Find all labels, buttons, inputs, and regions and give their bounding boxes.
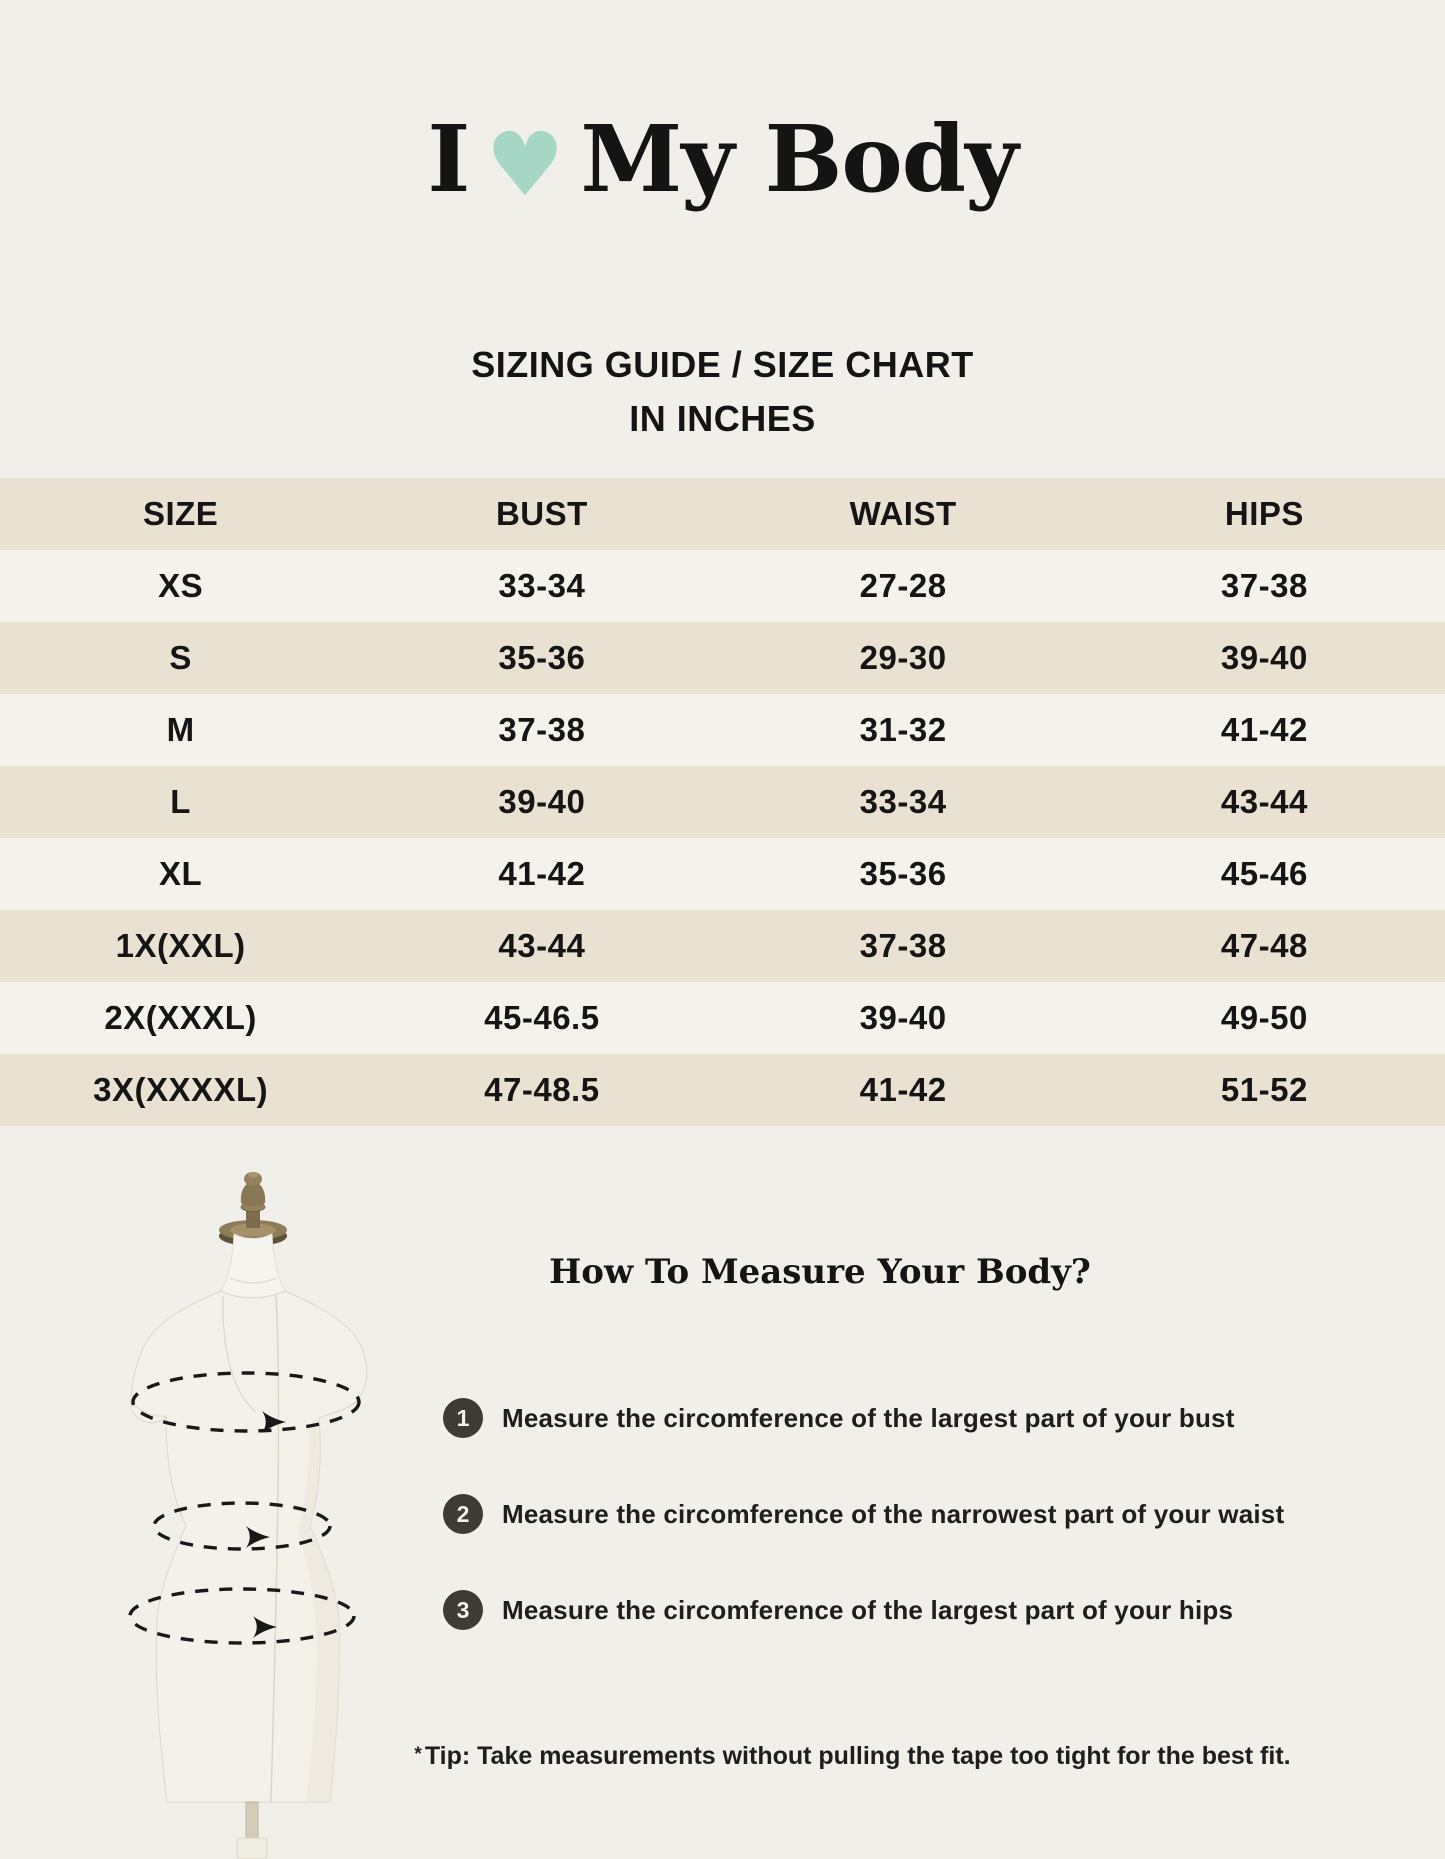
tip-text: Tip: Take measurements without pulling the tape too tight for the best fit. [424, 1742, 1291, 1770]
column-header-hips: HIPS [1224, 495, 1304, 532]
mannequin-stand [237, 1802, 267, 1859]
size-chart-table [0, 478, 1445, 1126]
table-row [0, 622, 1445, 694]
table-row [0, 838, 1445, 910]
table-row [0, 694, 1445, 766]
step-text: Measure the circomference of the largest part of your bust [502, 1402, 1235, 1433]
cell-size: M [166, 711, 195, 748]
cell-hips: 45-46 [1220, 855, 1308, 892]
cell-bust: 39-40 [498, 783, 586, 820]
table-row [0, 1054, 1445, 1126]
table-header-row [0, 478, 1445, 550]
table-row [0, 982, 1445, 1054]
step-number-badge: 3 [443, 1590, 483, 1630]
cell-size: 1X(XXL) [115, 927, 246, 964]
cell-hips: 41-42 [1220, 711, 1308, 748]
cell-size: L [170, 783, 191, 820]
table-row [0, 766, 1445, 838]
cell-waist: 37-38 [859, 927, 947, 964]
cell-waist: 27-28 [859, 567, 947, 604]
cell-hips: 37-38 [1220, 567, 1308, 604]
asterisk-icon: * [414, 1744, 422, 1765]
cell-bust: 33-34 [498, 567, 586, 604]
step-number-badge: 1 [443, 1398, 483, 1438]
column-header-bust: BUST [495, 495, 588, 532]
step-text: Measure the circomference of the narrowest part of your waist [502, 1498, 1285, 1529]
cell-waist: 33-34 [859, 783, 947, 820]
chart-subtitle [0, 338, 1445, 446]
cell-waist: 41-42 [859, 1071, 947, 1108]
cell-waist: 39-40 [859, 999, 947, 1036]
subtitle-line-1: SIZING GUIDE / SIZE CHART [471, 344, 974, 385]
title-text-post: My Body [580, 105, 1018, 213]
measure-step-2 [443, 1494, 1284, 1534]
cell-waist: 29-30 [859, 639, 947, 676]
title-text-pre: I [427, 105, 470, 213]
column-header-size: SIZE [142, 495, 219, 532]
table-row [0, 550, 1445, 622]
cell-size: 3X(XXXXL) [93, 1071, 269, 1108]
mannequin-finial [219, 1172, 287, 1246]
cell-bust: 37-38 [498, 711, 586, 748]
page-title [0, 84, 1445, 240]
cell-bust: 41-42 [498, 855, 586, 892]
measure-step-3 [443, 1590, 1233, 1630]
step-text: Measure the circomference of the largest part of your hips [502, 1594, 1234, 1625]
subtitle-line-2: IN INCHES [629, 398, 816, 439]
measurement-tip [395, 1742, 1310, 1771]
cell-size: 2X(XXXL) [104, 999, 257, 1036]
cell-bust: 43-44 [498, 927, 586, 964]
cell-size: S [169, 639, 192, 676]
cell-waist: 31-32 [859, 711, 947, 748]
cell-hips: 51-52 [1220, 1071, 1308, 1108]
mannequin-image [70, 1160, 410, 1859]
heart-icon: ♥ [485, 113, 565, 216]
mannequin-neck [221, 1234, 285, 1298]
measure-section-heading: How To Measure Your Body? [549, 1252, 1091, 1292]
step-number-badge: 2 [443, 1494, 483, 1534]
cell-waist: 35-36 [859, 855, 947, 892]
measure-step-1 [443, 1398, 1235, 1438]
cell-hips: 39-40 [1220, 639, 1308, 676]
cell-hips: 49-50 [1220, 999, 1308, 1036]
cell-size: XL [159, 855, 203, 892]
cell-bust: 45-46.5 [484, 999, 600, 1036]
cell-size: XS [158, 567, 204, 604]
table-row [0, 910, 1445, 982]
cell-bust: 47-48.5 [484, 1071, 600, 1108]
cell-bust: 35-36 [498, 639, 586, 676]
column-header-waist: WAIST [849, 495, 957, 532]
cell-hips: 43-44 [1220, 783, 1308, 820]
cell-hips: 47-48 [1220, 927, 1308, 964]
